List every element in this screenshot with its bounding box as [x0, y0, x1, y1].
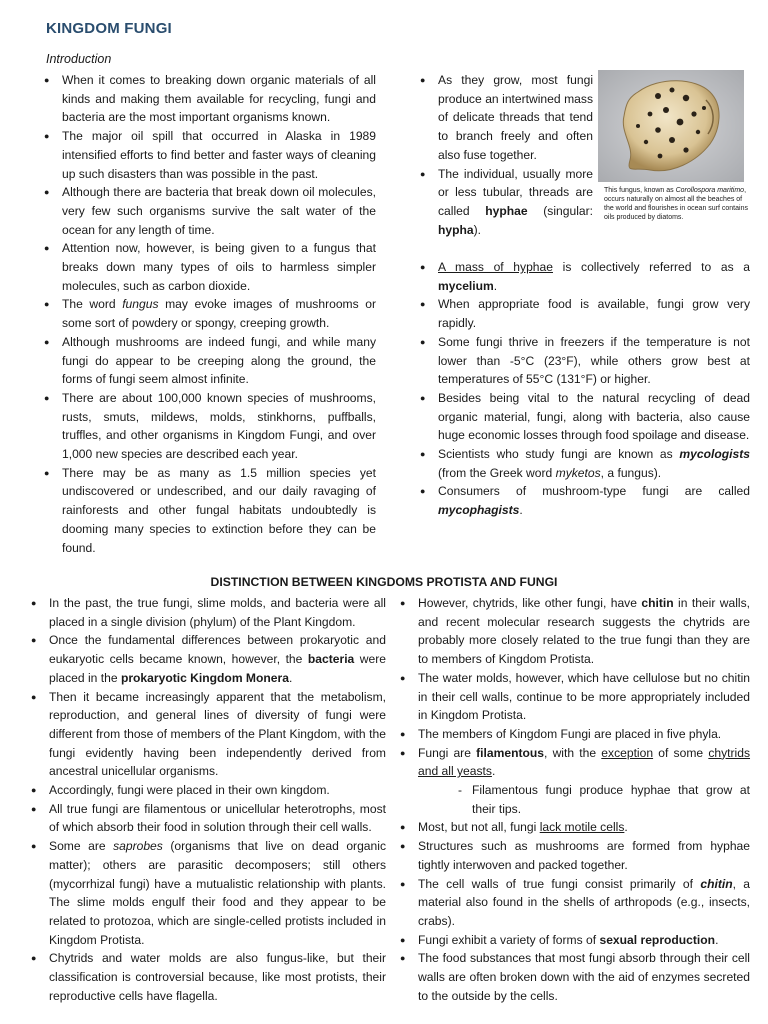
- list-item: [400, 594, 750, 669]
- text: The individual, usually more or less tubular, threads are called: [438, 166, 593, 218]
- list-item: [44, 295, 376, 332]
- list-item: [400, 875, 750, 931]
- text: Fungi exhibit a variety of forms of: [418, 932, 600, 947]
- term-hyphae: hyphae: [485, 203, 528, 218]
- term-fungus: fungus: [122, 297, 159, 312]
- term-filamentous: filamentous: [476, 745, 545, 760]
- list-subitem: - Filamentous fungi produce hyphae that grow at their tips.: [400, 781, 750, 818]
- text: (singular:: [543, 203, 593, 218]
- list-item: ● Some fungi thrive in freezers if the temperature is not lower than -5°C (23°F), while others grow best at temperatures of 55°C (131°F) or higher.: [420, 333, 750, 389]
- term-chitin: chitin: [641, 596, 674, 610]
- list-item: [420, 445, 750, 482]
- text: ).: [473, 222, 482, 237]
- term-hypha: hypha: [438, 222, 474, 237]
- text: .: [715, 932, 719, 947]
- text: exception: [601, 745, 654, 760]
- section-heading: DISTINCTION BETWEEN KINGDOMS PROTISTA AND FUNGI: [210, 575, 558, 589]
- photo-caption: [604, 186, 750, 222]
- list-item: [420, 258, 750, 295]
- text: , a fungus).: [600, 465, 662, 480]
- term-sexual-reproduction: sexual reproduction: [599, 932, 716, 947]
- text: Scientists who study fungi are known as: [438, 447, 680, 462]
- list-item: ● Although mushrooms are indeed fungi, and while many fungi do appear to be creeping along the ground, the forms of fungi seem almost infinite.: [44, 333, 376, 389]
- intro-bullet-list: [44, 71, 376, 557]
- list-item: ● Chytrids and water molds are also fungus-like, but their classification is controversial because, like most protists, their reproductive cells have flagella.: [31, 949, 386, 1005]
- list-item: ● There may be as many as 1.5 million species yet undiscovered or undescribed, and our daily ravaging of rainforests and other fungal habitats undoubtedly is dooming many species to extinction before they can be found.: [44, 464, 376, 558]
- list-item: ● Although there are bacteria that break down oil molecules, very few such organisms survive the salt water of the ocean for any length of time.: [44, 183, 376, 239]
- term-monera: prokaryotic Kingdom Monera: [120, 670, 289, 685]
- list-item: ● Accordingly, fungi were placed in their own kingdom.: [31, 781, 386, 800]
- bottom-right-bullet-list: [400, 594, 750, 1005]
- text: This fungus, known as: [604, 187, 676, 194]
- text: Some are: [49, 839, 114, 854]
- list-item: ● The food substances that most fungi absorb through their cell walls are often broken down with the aid of enzymes secreted to the outside by the cells.: [400, 949, 750, 1005]
- text: (from the Greek word: [438, 465, 556, 480]
- term-myketos: myketos: [555, 465, 601, 480]
- text: A mass of hyphae: [438, 260, 553, 274]
- list-item: ● Then it became increasingly apparent that the metabolism, reproduction, and general lines of diversity of fungi were different from those of members of the Plant Kingdom, with the fungi evidently having been independently derived from ancestral unicellular organisms.: [31, 688, 386, 782]
- text: Consumers of mushroom-type fungi are called: [438, 484, 750, 499]
- list-item: ● Besides being vital to the natural recycling of dead organic material, fungi, along with bacteria, also cause huge economic losses through food spoilage and disease.: [420, 389, 750, 445]
- term-saprobes: saprobes: [113, 839, 163, 854]
- list-item: ● The water molds, however, which have cellulose but no chitin in their cell walls, continue to be more appropriately included in Kingdom Protista.: [400, 669, 750, 725]
- text: in their walls, and recent molecular research suggests the chytrids are probably more closely related to the true fungi than they are to members of Kingdom Protista.: [418, 596, 751, 667]
- list-item: ● Attention now, however, is being given to a fungus that breaks down many types of oils to harmless simpler molecules, such as carbon dioxide.: [44, 239, 376, 295]
- right-top-bullet-list: [420, 71, 593, 239]
- list-item: ● All true fungi are filamentous or unicellular heterotrophs, most of which absorb their food in solution through their cell walls.: [31, 800, 386, 837]
- text: were placed in the: [49, 652, 386, 685]
- list-item: [31, 631, 386, 687]
- page-title: KINGDOM FUNGI: [46, 20, 172, 37]
- text: The word: [62, 297, 123, 312]
- list-item: ● When appropriate food is available, fungi grow very rapidly.: [420, 295, 750, 332]
- bottom-left-bullet-list: [31, 594, 386, 1005]
- right-bullet-list: [420, 258, 750, 520]
- text: .: [624, 820, 628, 835]
- text: The cell walls of true fungi consist primarily of: [418, 876, 701, 891]
- text: However, chytrids, like other fungi, have: [418, 596, 642, 610]
- text: may evoke images of mushrooms or some sort of powdery or spongy, creeping growth.: [62, 297, 376, 331]
- text: Once the fundamental differences between prokaryotic and eukaryotic cells became known, however, the: [49, 633, 386, 667]
- term-mycelium: mycelium: [438, 278, 494, 293]
- text: , occurs naturally on almost all the beaches of the world and flourishes in ocean surf contains oils produced by diatoms.: [604, 187, 748, 221]
- text: .: [519, 503, 523, 518]
- text: .: [491, 764, 496, 779]
- term-mycophagists: mycophagists: [438, 503, 520, 518]
- list-item: ● The members of Kingdom Fungi are placed in five phyla.: [400, 725, 750, 744]
- list-item: [420, 165, 593, 240]
- list-item: ● Structures such as mushrooms are formed from hyphae tightly interwoven and packed together.: [400, 837, 750, 874]
- text: of some: [653, 745, 709, 760]
- list-item: [420, 482, 750, 519]
- term-mycologists: mycologists: [679, 447, 750, 462]
- text: , a material also found in the shells of arthropods (e.g., insects, crabs).: [418, 876, 751, 928]
- list-item: ● When it comes to breaking down organic materials of all kinds and making them available for recycling, fungi and bacteria are the most important organisms known.: [44, 71, 376, 127]
- list-item: [31, 837, 386, 949]
- text: is collectively referred to as a: [553, 260, 750, 274]
- text: lack motile cells: [539, 820, 625, 835]
- intro-heading: Introduction: [46, 52, 112, 66]
- list-item: ● The major oil spill that occurred in Alaska in 1989 intensified efforts to find better and faster ways of cleaning up such disasters than was possible in the past.: [44, 127, 376, 183]
- species-name: Corollospora maritimo: [675, 187, 745, 194]
- text: Fungi are: [418, 745, 477, 760]
- list-item: ● As they grow, most fungi produce an intertwined mass of delicate threads that tend to branch freely and often also fuse together.: [420, 71, 593, 165]
- list-item: [400, 931, 750, 950]
- list-item: [400, 818, 750, 837]
- text: .: [493, 278, 498, 293]
- list-item: ● In the past, the true fungi, slime molds, and bacteria were all placed in a single division (phylum) of the Plant Kingdom.: [31, 594, 386, 631]
- list-item: [400, 744, 750, 781]
- term-bacteria: bacteria: [307, 652, 355, 667]
- text: (organisms that live on dead organic matter); others are parasitic decomposers; still others (mycorrhizal fungi) have a mutualistic relationship with plants. The slime molds engulf their food and they appear to be related to protozoa, which are single-celled protists included in Kingdom Protista.: [49, 839, 386, 947]
- fungus-illustration: [598, 70, 744, 182]
- term-chitin: chitin: [700, 876, 733, 891]
- text: , with the: [544, 745, 602, 760]
- fungus-photo: [598, 70, 744, 182]
- list-item: ● There are about 100,000 known species of mushrooms, rusts, smuts, mildews, molds, stinkhorns, puffballs, truffles, and other organisms in Kingdom Fungi, and over 1,000 new species are described each year.: [44, 389, 376, 464]
- text: .: [288, 670, 293, 685]
- text: chytrids and all yeasts: [418, 745, 751, 779]
- text: Most, but not all, fungi: [418, 820, 540, 835]
